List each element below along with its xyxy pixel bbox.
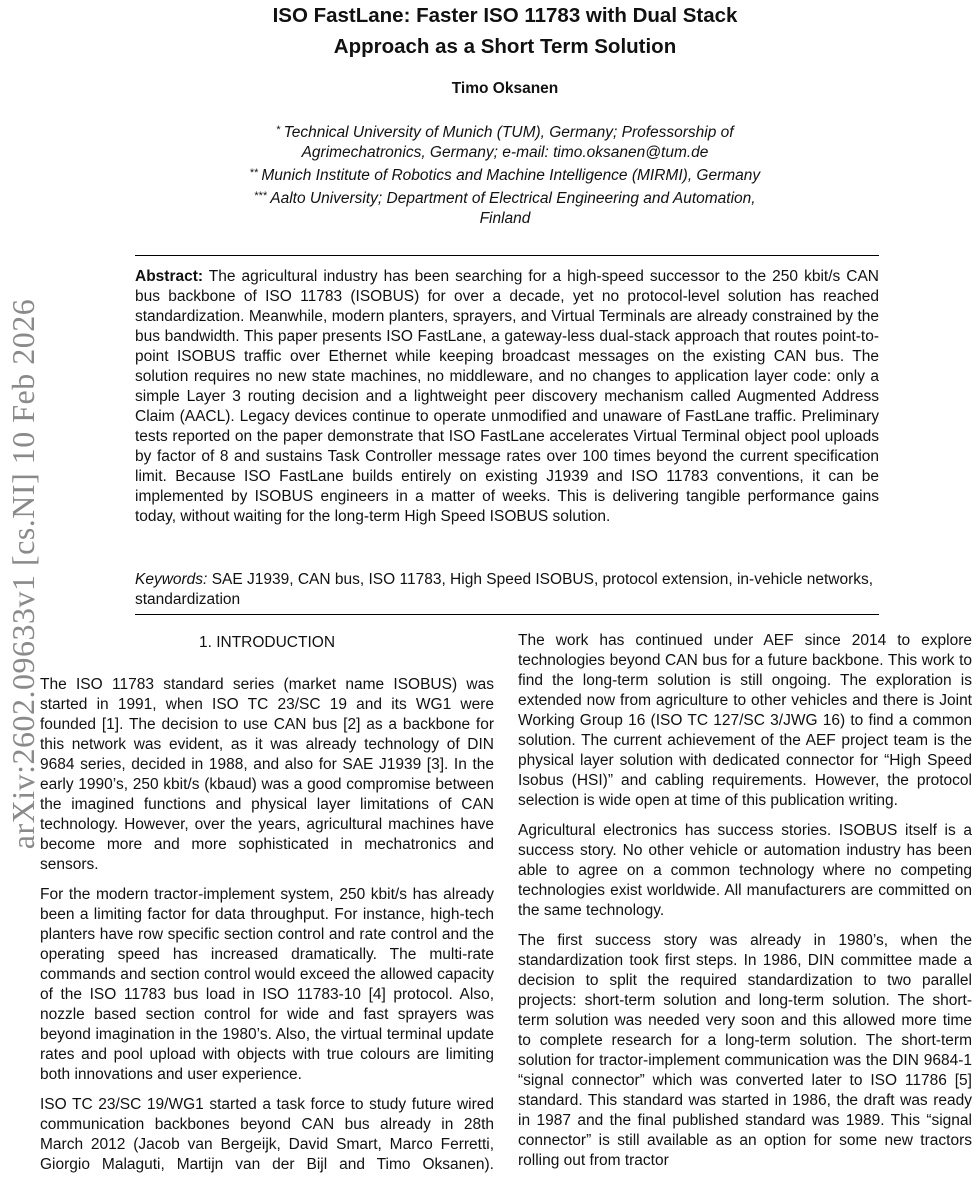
abstract-bottom-rule xyxy=(135,614,879,615)
affiliation-1 xyxy=(230,120,780,163)
abstract-label: Abstract: xyxy=(135,268,204,285)
abstract-text: The agricultural industry has been searching for a high-speed successor to the 250 kbit/s CAN bus backbone of ISO 11783 (ISOBUS) for over a decade, yet no protocol-level solution has reached standardization. Meanwhile, modern planters, sprayers, and Virtual Terminals are already constrained by the bus bandwidth. This paper presents ISO FastLane, a gateway-less dual-stack approach that routes point-to-point ISOBUS traffic over Ethernet while keeping broadcast messages on the existing CAN bus. The solution requires no new state machines, no middleware, and no changes to application layer code: only a simple Layer 3 routing decision and a lightweight peer discovery mechanism called Augmented Address Claim (AACL). Legacy devices continue to operate unmodified and unaware of FastLane traffic. Preliminary tests reported on the paper demonstrate that ISO FastLane accelerates Virtual Terminal object pool uploads by factor of 8 and sustains Task Controller message rates over 100 times beyond the current specification limit. Because ISO FastLane builds entirely on existing J1939 and ISO 11783 conventions, it can be implemented by ISOBUS engineers in a matter of weeks. This is delivering tangible performance gains today, without waiting for the long-term High Speed ISOBUS solution. xyxy=(135,268,879,525)
section-heading-introduction: 1. INTRODUCTION xyxy=(198,634,336,651)
paragraph: For the modern tractor-implement system, 250 kbit/s has already been a limiting factor for data throughput. For instance, high-tech planters have row specific section control and rate control and the operating speed has increased dramatically. The multi-rate commands and section control would exceed the allowed capacity of the ISO 11783 bus load in ISO 11783-10 [4] protocol. Also, nozzle based section control for wide and fast sprayers was beyond imagination in the 1980’s. Also, the virtual terminal update rates and pool upload with objects with true colours are limiting both innovations and user experience. xyxy=(40,886,494,1083)
right-column xyxy=(518,631,972,1181)
affiliation-2 xyxy=(230,163,780,186)
affiliation-text: Technical University of Munich (TUM), Germany; Professorship of Agrimechatronics, Germany; e-mail: timo.oksanen@tum.de xyxy=(283,124,734,161)
affiliation-mark: *** xyxy=(254,190,268,202)
arxiv-identifier: arXiv:2602.09633v1 [cs.NI] 10 Feb 2026 xyxy=(5,298,41,850)
title-line-2: Approach as a Short Term Solution xyxy=(333,35,677,58)
left-column xyxy=(40,633,494,1175)
keywords-label: Keywords: xyxy=(135,571,208,588)
keywords xyxy=(135,570,879,610)
paragraph-continuation: The work has continued under AEF since 2014 to explore technologies beyond CAN bus for a future backbone. This work to find the long-term solution is still ongoing. The exploration is extended now from agriculture to other vehicles and there is Joint Working Group 16 (ISO TC 127/SC 3/JWG 16) to find a common solution. The current achievement of the AEF project team is the physical layer solution with dedicated connector for “High Speed Isobus (HSI)” and cabling requirements. However, the protocol selection is wide open at time of this publication writing. xyxy=(518,632,972,809)
abstract xyxy=(135,267,879,527)
paragraph: Agricultural electronics has success stories. ISOBUS itself is a success story. No other vehicle or automation industry has been able to agree on a common technology where no competing technologies exist worldwide. All manufacturers are committed on the same technology. xyxy=(518,822,972,919)
affiliation-3 xyxy=(230,186,780,229)
affiliation-text: Aalto University; Department of Electrical Engineering and Automation, Finland xyxy=(270,190,756,227)
author-name: Timo Oksanen xyxy=(451,80,559,97)
affiliation-mark: ** xyxy=(249,167,259,179)
affiliation-text: Munich Institute of Robotics and Machine Intelligence (MIRMI), Germany xyxy=(261,167,761,184)
affiliations xyxy=(230,120,780,229)
paragraph: The first success story was already in 1980’s, when the standardization took first steps. In 1986, DIN committee made a decision to split the required standardization to two parallel projects: short-term solution and long-term solution. The short-term solution was needed very soon and this allowed more time to complete research for a long-term solution. The short-term solution for tractor-implement communication was the DIN 9684-1 “signal connector” which was converted later to ISO 11786 [5] standard. This standard was started in 1986, the draft was ready in 1987 and the final published standard was 1989. This “signal connector” is still available as an option for some new tractors rolling out from tractor xyxy=(518,932,972,1169)
title-line-1: ISO FastLane: Faster ISO 11783 with Dual Stack xyxy=(272,4,738,27)
paragraph: ISO TC 23/SC 19/WG1 started a task force to study future wired communication backbones beyond CAN bus already in 28th March 2012 (Jacob van Bergeijk, David Smart, Marco Ferretti, Giorgio Malaguti, Martijn van der Bijl and Timo Oksanen). xyxy=(40,1096,494,1173)
paragraph: The ISO 11783 standard series (market name ISOBUS) was started in 1991, when ISO TC 23/SC 19 and its WG1 were founded [1]. The decision to use CAN bus [2] as a backbone for this network was evident, as it was already technology of DIN 9684 series, decided in 1988, and also for SAE J1939 [3]. In the early 1990’s, 250 kbit/s (kbaud) was a good compromise between the imagined functions and physical layer limitations of CAN technology. However, over the years, agricultural machines have become more and more sophisticated in mechatronics and sensors. xyxy=(40,676,494,873)
abstract-top-rule xyxy=(135,255,879,256)
paper-title xyxy=(160,0,850,62)
keywords-text: SAE J1939, CAN bus, ISO 11783, High Speed ISOBUS, protocol extension, in-vehicle networks, standardization xyxy=(135,571,874,608)
affiliation-mark: * xyxy=(276,124,281,136)
